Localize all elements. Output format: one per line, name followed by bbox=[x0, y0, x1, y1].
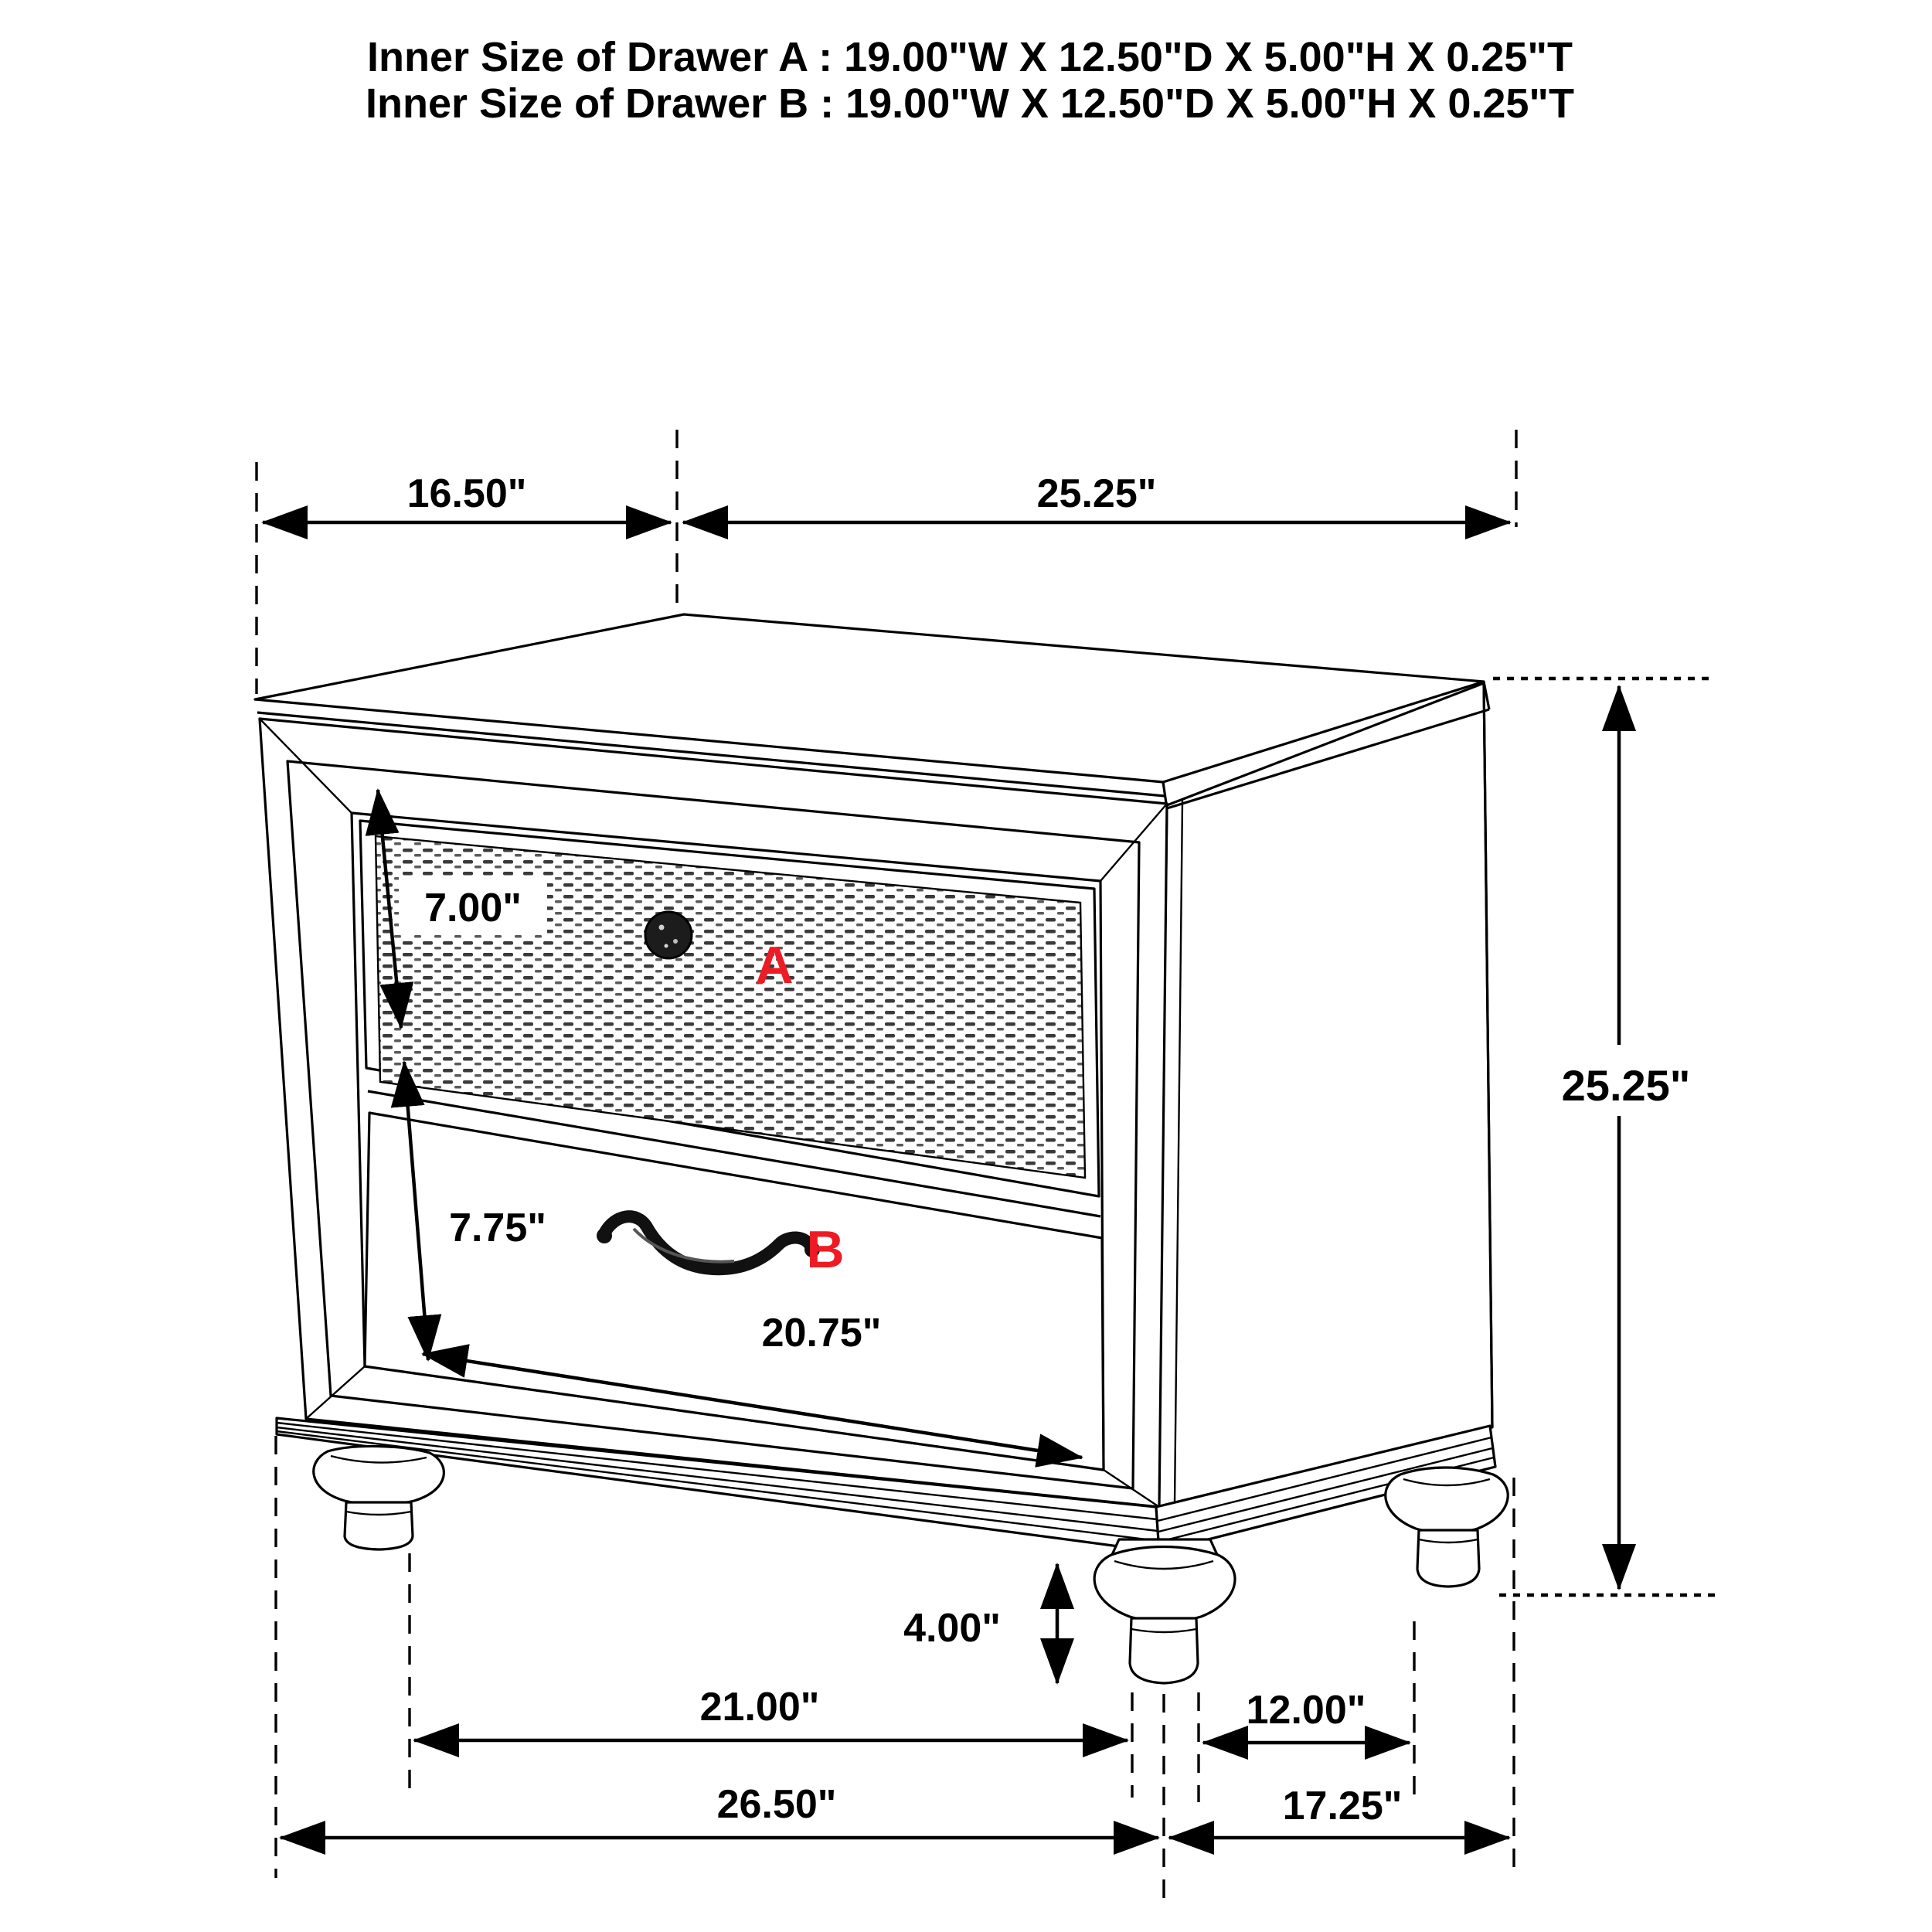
dim-label-overall-depth: 17.25" bbox=[1282, 1784, 1403, 1828]
dim-label-leg-height: 4.00" bbox=[903, 1606, 1001, 1651]
drawer-a-knob bbox=[645, 912, 692, 958]
front-left-leg bbox=[314, 1446, 444, 1549]
back-right-leg bbox=[1386, 1468, 1508, 1587]
dim-label-overall-width: 26.50" bbox=[716, 1782, 837, 1827]
nightstand-drawing bbox=[255, 614, 1508, 1683]
dim-label-front-leg-span: 21.00" bbox=[699, 1685, 820, 1730]
title-line-drawer-a: Inner Size of Drawer A : 19.00"W X 12.50"D X 5.00"H X 0.25"T bbox=[366, 34, 1573, 80]
side-panel bbox=[1158, 683, 1492, 1507]
dim-label-overall-height: 25.25" bbox=[1561, 1061, 1691, 1110]
title-line-drawer-b: Inner Size of Drawer B : 19.00"W X 12.50"D X 5.00"H X 0.25"T bbox=[365, 80, 1575, 127]
drawer-b-letter: B bbox=[806, 1220, 845, 1279]
drawer-a-letter: A bbox=[755, 936, 794, 995]
dim-label-drawer-a-height: 7.00" bbox=[424, 886, 522, 930]
dim-label-drawer-b-width: 20.75" bbox=[761, 1311, 882, 1355]
dim-label-side-leg-span: 12.00" bbox=[1246, 1688, 1366, 1733]
dim-label-top-width: 25.25" bbox=[1036, 471, 1157, 516]
title-block bbox=[366, 34, 1574, 127]
front-center-leg bbox=[1094, 1539, 1235, 1683]
dim-label-drawer-b-height: 7.75" bbox=[449, 1206, 546, 1250]
dim-label-top-depth: 16.50" bbox=[406, 471, 527, 516]
